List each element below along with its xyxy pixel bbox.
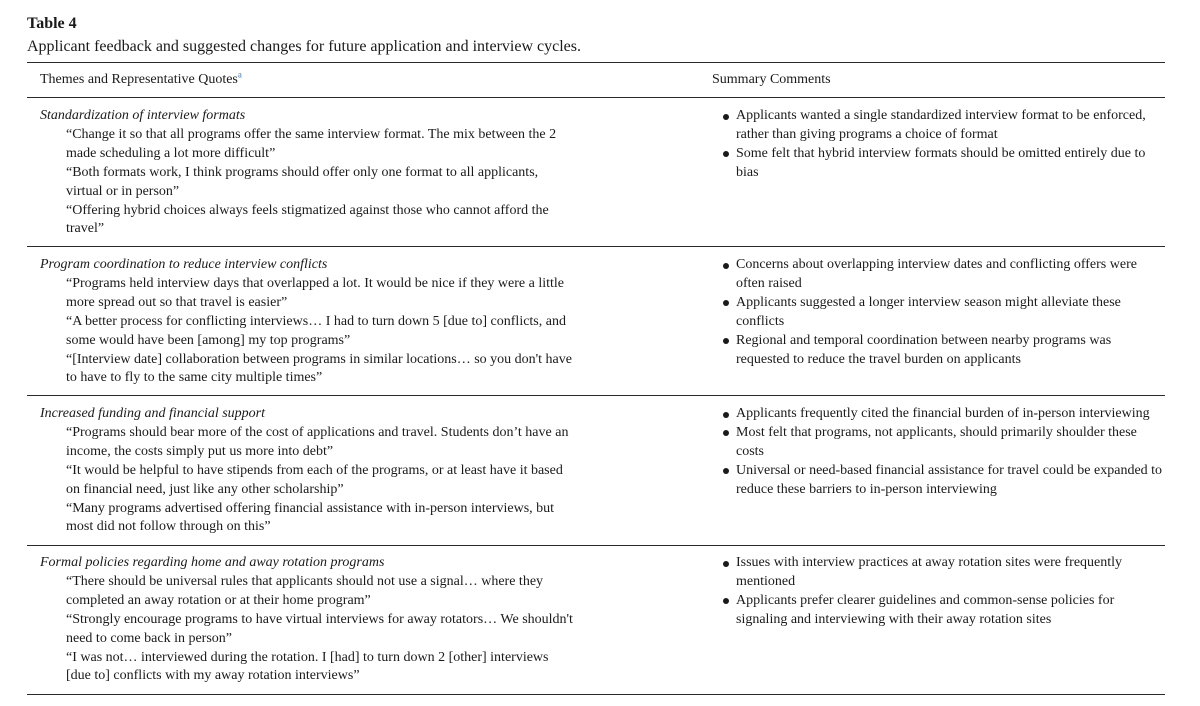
footnote-marker[interactable]: a [237,69,242,80]
table-row-theme [40,256,660,388]
row-divider [27,545,1165,546]
summary-bullet: Regional and temporal coordination between nearby programs was requested to reduce the travel burden on applicants [723,332,1163,370]
quote-line: “Change it so that all programs offer the same interview format. The mix between the 2 [66,126,557,142]
row-divider [27,246,1165,247]
summary-bullet: Most felt that programs, not applicants, should primarily shoulder these costs [723,424,1163,462]
table-caption: Applicant feedback and suggested changes for future application and interview cycles. [27,38,582,55]
quote-line: “Programs should bear more of the cost of applications and travel. Students don’t have an [66,424,569,440]
theme-title: Formal policies regarding home and away rotation programs [40,555,385,570]
quote-line: “Strongly encourage programs to have virtual interviews for away rotators… We shouldn't [66,611,573,627]
theme-title: Program coordination to reduce interview conflicts [40,257,328,272]
quote-line: completed an away rotation or at their home program” [66,592,371,608]
summary-bullet: Some felt that hybrid interview formats should be omitted entirely due to bias [723,145,1163,183]
quote-line: “Offering hybrid choices always feels stigmatized against those who cannot afford the [66,202,549,218]
quote-line: “It would be helpful to have stipends from each of the programs, or at least have it based [66,462,563,478]
table-row-theme [40,107,660,239]
quote-line: most did not follow through on this” [66,519,271,535]
quote-line: made scheduling a lot more difficult” [66,145,276,161]
quote-line: travel” [66,221,105,237]
header-themes [40,71,242,89]
summary-comments [723,256,1163,369]
quote-line: virtual or in person” [66,183,180,199]
quote-line: “[Interview date] collaboration between programs in similar locations… so you don't have [66,351,572,367]
table-row-theme [40,554,660,686]
summary-bullet: Universal or need-based financial assistance for travel could be expanded to reduce these barriers to in-person interviewing [723,462,1163,500]
header-themes-label: Themes and Representative Quotes [40,72,238,87]
quote-line: “I was not… interviewed during the rotation. I [had] to turn down 2 [other] interviews [66,649,549,665]
table-row-theme [40,405,660,537]
summary-bullet: Issues with interview practices at away rotation sites were frequently mentioned [723,554,1163,592]
summary-comments [723,107,1163,183]
theme-title: Standardization of interview formats [40,108,246,123]
header-summary: Summary Comments [712,72,831,87]
quote-line: to have to fly to the same city multiple times” [66,370,323,386]
table-bottom-rule [27,694,1165,695]
quote-line: “A better process for conflicting interviews… I had to turn down 5 [due to] conflicts, and [66,313,566,329]
quote-line: “Many programs advertised offering financial assistance with in-person interviews, but [66,500,555,516]
quote-line: “Programs held interview days that overlapped a lot. It would be nice if they were a little [66,275,565,291]
summary-comments [723,554,1163,630]
quote-line: need to come back in person” [66,630,232,646]
summary-bullet: Concerns about overlapping interview dates and conflicting offers were often raised [723,256,1163,294]
quote-line: “There should be universal rules that applicants should not use a signal… where they [66,573,544,589]
summary-bullet: Applicants wanted a single standardized interview format to be enforced, rather than giving programs a choice of format [723,107,1163,145]
row-divider [27,395,1165,396]
header-rule [27,97,1165,98]
quote-line: income, the costs simply put us more into debt” [66,443,334,459]
quote-line: [due to] conflicts with my away rotation interviews” [66,668,360,684]
quote-line: some would have been [among] my top programs” [66,332,351,348]
summary-bullet: Applicants frequently cited the financial burden of in-person interviewing [723,405,1163,424]
quote-line: on financial need, just like any other scholarship” [66,481,344,497]
quote-line: more spread out so that travel is easier” [66,294,288,310]
table-label: Table 4 [27,15,77,32]
quote-line: “Both formats work, I think programs should offer only one format to all applicants, [66,164,539,180]
summary-bullet: Applicants prefer clearer guidelines and common-sense policies for signaling and interviewing with their away rotation sites [723,592,1163,630]
summary-bullet: Applicants suggested a longer interview season might alleviate these conflicts [723,294,1163,332]
summary-comments [723,405,1163,500]
table-top-rule [27,62,1165,63]
theme-title: Increased funding and financial support [40,406,266,421]
